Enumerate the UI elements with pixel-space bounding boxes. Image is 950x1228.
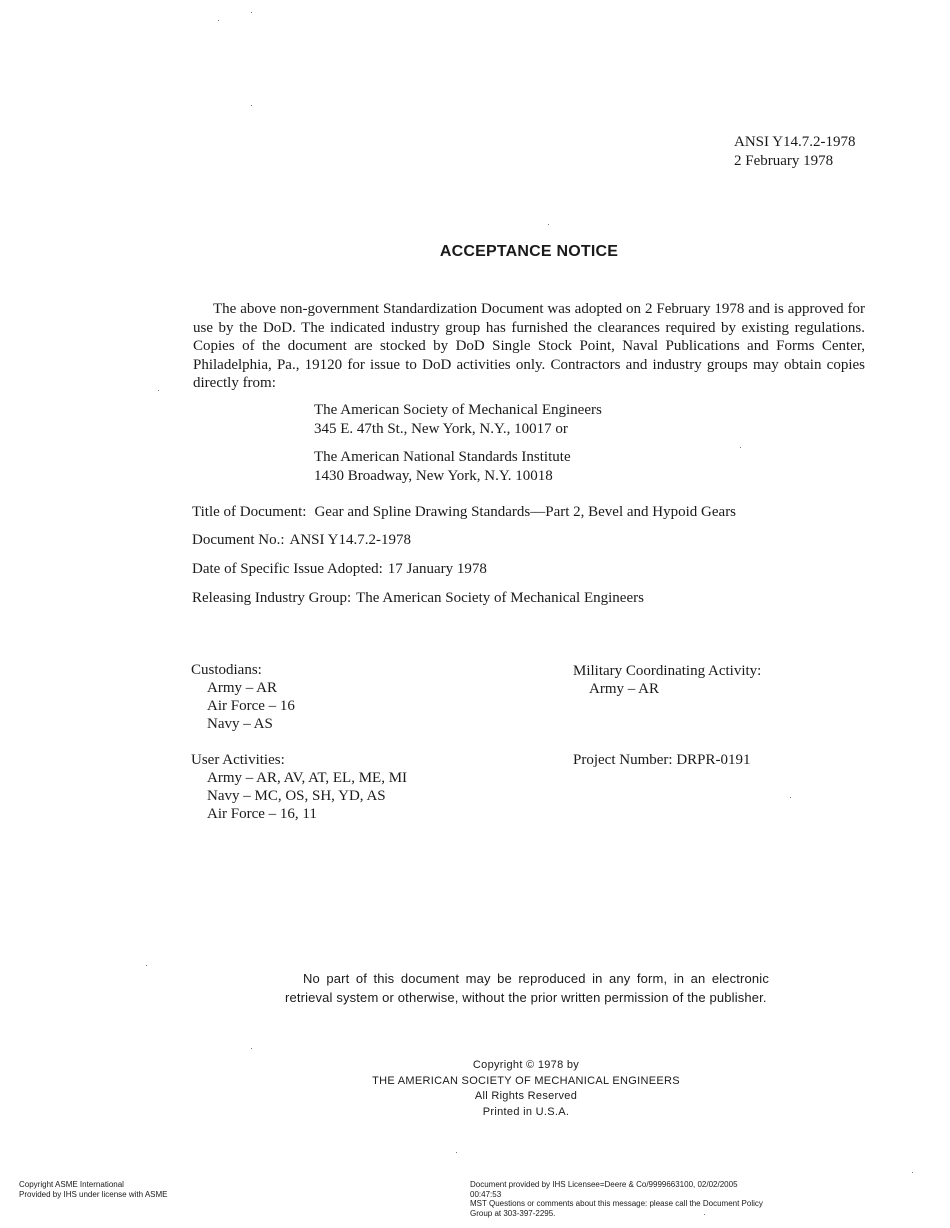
list-item: Army – AR [589,681,660,697]
scan-speck [251,12,252,13]
copyright-line: THE AMERICAN SOCIETY OF MECHANICAL ENGINEERS [372,1074,680,1087]
address-line: The American National Standards Institute [314,449,571,465]
footer-line: Document provided by IHS Licensee=Deere & Co/9999663100, 02/02/2005 00:47:53 [470,1180,738,1199]
project-number [573,751,751,769]
issue-date-row [192,561,487,578]
page-title: ACCEPTANCE NOTICE [439,243,619,260]
copyright-block [300,1058,752,1120]
scan-speck [790,797,791,798]
copyright-line: Printed in U.S.A. [482,1105,570,1118]
scan-speck [704,1214,705,1215]
footer-line: MST Questions or comments about this message: please call the Document Policy [470,1199,763,1208]
document-number-row [192,532,411,549]
user-activities-block [191,751,407,823]
meta-value: Gear and Spline Drawing Standards—Part 2, Bevel and Hypoid Gears [314,504,737,520]
scan-speck [548,224,549,225]
footer-line: Provided by IHS under license with ASME [19,1189,168,1199]
meta-label: Date of Specific Issue Adopted: [192,561,383,577]
copyright-line: All Rights Reserved [474,1090,578,1102]
meta-value: The American Society of Mechanical Engineers [356,590,644,606]
scan-speck [158,390,159,391]
meta-value: ANSI Y14.7.2-1978 [289,532,412,548]
list-item: Navy – MC, OS, SH, YD, AS [207,788,386,804]
address-asme [314,401,602,439]
meta-label: Releasing Industry Group: [192,590,352,606]
scan-speck [912,1172,913,1173]
footer-right [470,1180,770,1218]
meta-value: 17 January 1978 [387,561,487,577]
list-item: Army – AR, AV, AT, EL, ME, MI [207,770,408,786]
scan-speck [456,1152,457,1153]
scan-speck [740,447,741,448]
military-heading: Military Coordinating Activity: [573,663,762,679]
address-line: 1430 Broadway, New York, N.Y. 10018 [314,468,553,484]
custodians-block [191,661,295,733]
copyright-line: Copyright © 1978 by [472,1059,580,1071]
document-title-row [192,504,736,521]
doc-number: ANSI Y14.7.2-1978 [734,134,856,150]
meta-label: Title of Document: [192,504,307,520]
scan-speck [251,1048,252,1049]
military-coordinating-block [573,662,761,698]
project-value: DRPR-0191 [676,752,751,768]
document-header [734,133,856,171]
body-paragraph: The above non-government Standardization Document was adopted on 2 February 1978 and is approved for use by the DoD. The indicated industry group has furnished the clearances required by existing regulations. Copies of the document are stocked by DoD Single Stock Point, Naval Publications and Forms Center, Philadelphia, Pa., 19120 for issue to DoD activities only. Contractors and industry groups may obtain copies directly from: [193,301,865,391]
scan-speck [146,965,147,966]
address-ansi [314,448,571,486]
footer-line: Copyright ASME International [19,1180,124,1189]
scan-speck [218,20,219,21]
list-item: Air Force – 16 [207,698,295,714]
address-line: 345 E. 47th St., New York, N.Y., 10017 or [314,421,568,437]
list-item: Air Force – 16, 11 [207,806,317,822]
doc-date: 2 February 1978 [734,153,834,169]
list-item: Army – AR [207,680,278,696]
meta-label: Document No.: [192,532,285,548]
address-line: The American Society of Mechanical Engineers [314,402,602,418]
footer-left [19,1180,168,1199]
user-activities-heading: User Activities: [191,752,285,768]
custodians-heading: Custodians: [191,662,262,678]
list-item: Navy – AS [207,716,273,732]
scan-speck [251,105,252,106]
project-label: Project Number: [573,752,673,768]
footer-line: Group at 303-397-2295. [470,1208,556,1218]
rights-notice: No part of this document may be reproduced in any form, in an electronic retrieval system or otherwise, without the prior written permission of the publisher. [285,971,769,1005]
releasing-group-row [192,590,644,607]
